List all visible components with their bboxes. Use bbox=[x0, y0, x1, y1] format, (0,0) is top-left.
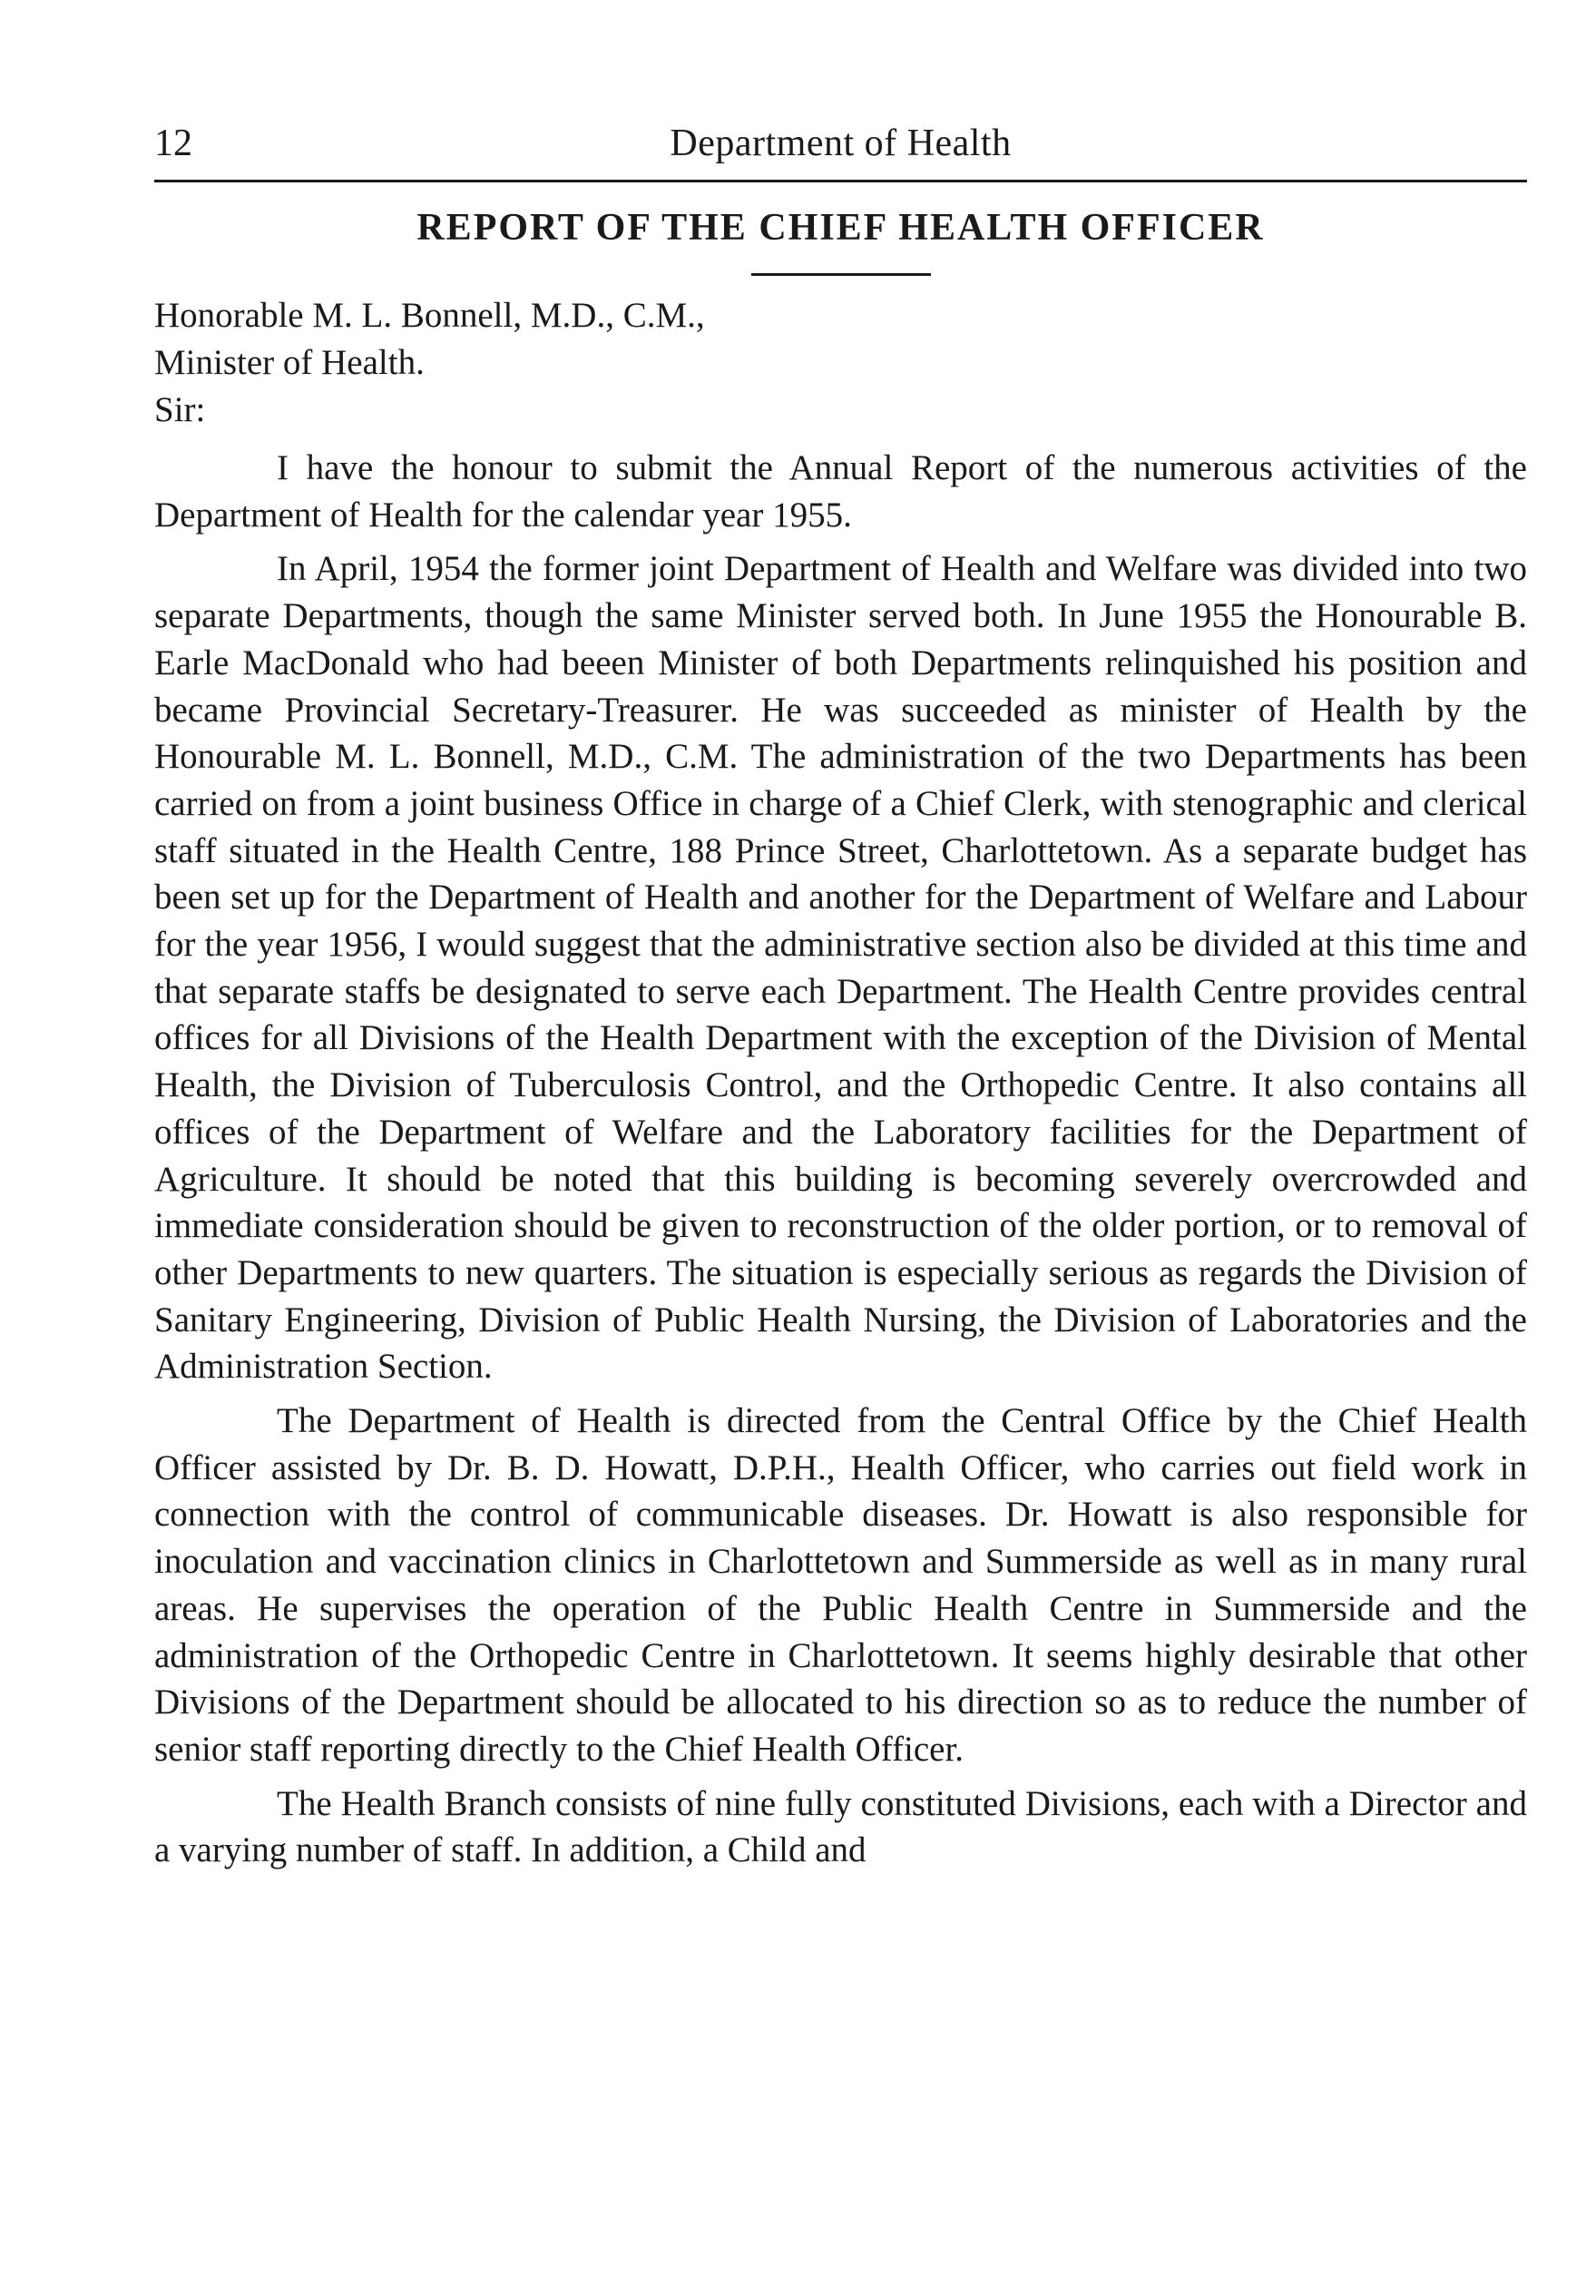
addressee-name: Honorable M. L. Bonnell, M.D., C.M., bbox=[154, 296, 705, 335]
header-rule bbox=[154, 180, 1527, 182]
paragraph: The Department of Health is directed from the Central Office by the Chief Health Officer assisted by Dr. B. D. Howatt, D.P.H., Health Officer, who carries out field work in connection with the control of communicable diseases. Dr. Howatt is also responsible for inoculation and vaccination clinics in Charlottetown and Summerside as well as in many rural areas. He supervises the operation of the Public Health Centre in Summerside and the administration of the Orthopedic Centre in Charlottetown. It seems highly desirable that other Divisions of the Department should be allocated to his direction so as to reduce the number of senior staff reporting directly to the Chief Health Officer. bbox=[154, 1401, 1527, 1769]
salutation bbox=[154, 292, 1527, 434]
report-body bbox=[154, 445, 1527, 1874]
document-page bbox=[154, 109, 1527, 1881]
page-number: 12 bbox=[154, 123, 192, 164]
running-header bbox=[154, 109, 1527, 178]
title-rule bbox=[751, 273, 931, 276]
paragraph: I have the honour to submit the Annual Report of the numerous activities of the Department of Health for the calendar year 1955. bbox=[154, 448, 1527, 535]
greeting: Sir: bbox=[154, 390, 206, 429]
paragraph: In April, 1954 the former joint Department of Health and Welfare was divided into two separate Departments, though the same Minister served both. In June 1955 the Honourable B. Earle MacDonald who had beeen Minister of both Departments relinquished his position and became Provincial Secretary-Treasurer. He was succeeded as minister of Health by the Honourable M. L. Bonnell, M.D., C.M. The administration of the two Departments has been carried on from a joint business Office in charge of a Chief Clerk, with stenographic and clerical staff situated in the Health Centre, 188 Prince Street, Charlottetown. As a separate budget has been set up for the Department of Health and another for the Department of Welfare and Labour for the year 1956, I would suggest that the administrative section also be divided at this time and that separate staffs be designated to serve each Department. The Health Centre provides central offices for all Divisions of the Health Department with the exception of the Division of Mental Health, the Division of Tuberculosis Control, and the Orthopedic Centre. It also contains all offices of the Department of Welfare and the Laboratory facilities for the Department of Agriculture. It should be noted that this building is becoming severely overcrowded and immediate consideration should be given to reconstruction of the older portion, or to removal of other Departments to new quarters. The situation is especially serious as regards the Division of Sanitary Engineering, Division of Public Health Nursing, the Division of Laboratories and the Administration Section. bbox=[154, 549, 1527, 1387]
paragraph: The Health Branch consists of nine fully constituted Divisions, each with a Director and a varying number of staff. In addition, a Child and bbox=[154, 1783, 1527, 1870]
running-title: Department of Health bbox=[670, 123, 1012, 164]
addressee-title: Minister of Health. bbox=[154, 343, 425, 382]
report-title: REPORT OF THE CHIEF HEALTH OFFICER bbox=[416, 207, 1265, 249]
